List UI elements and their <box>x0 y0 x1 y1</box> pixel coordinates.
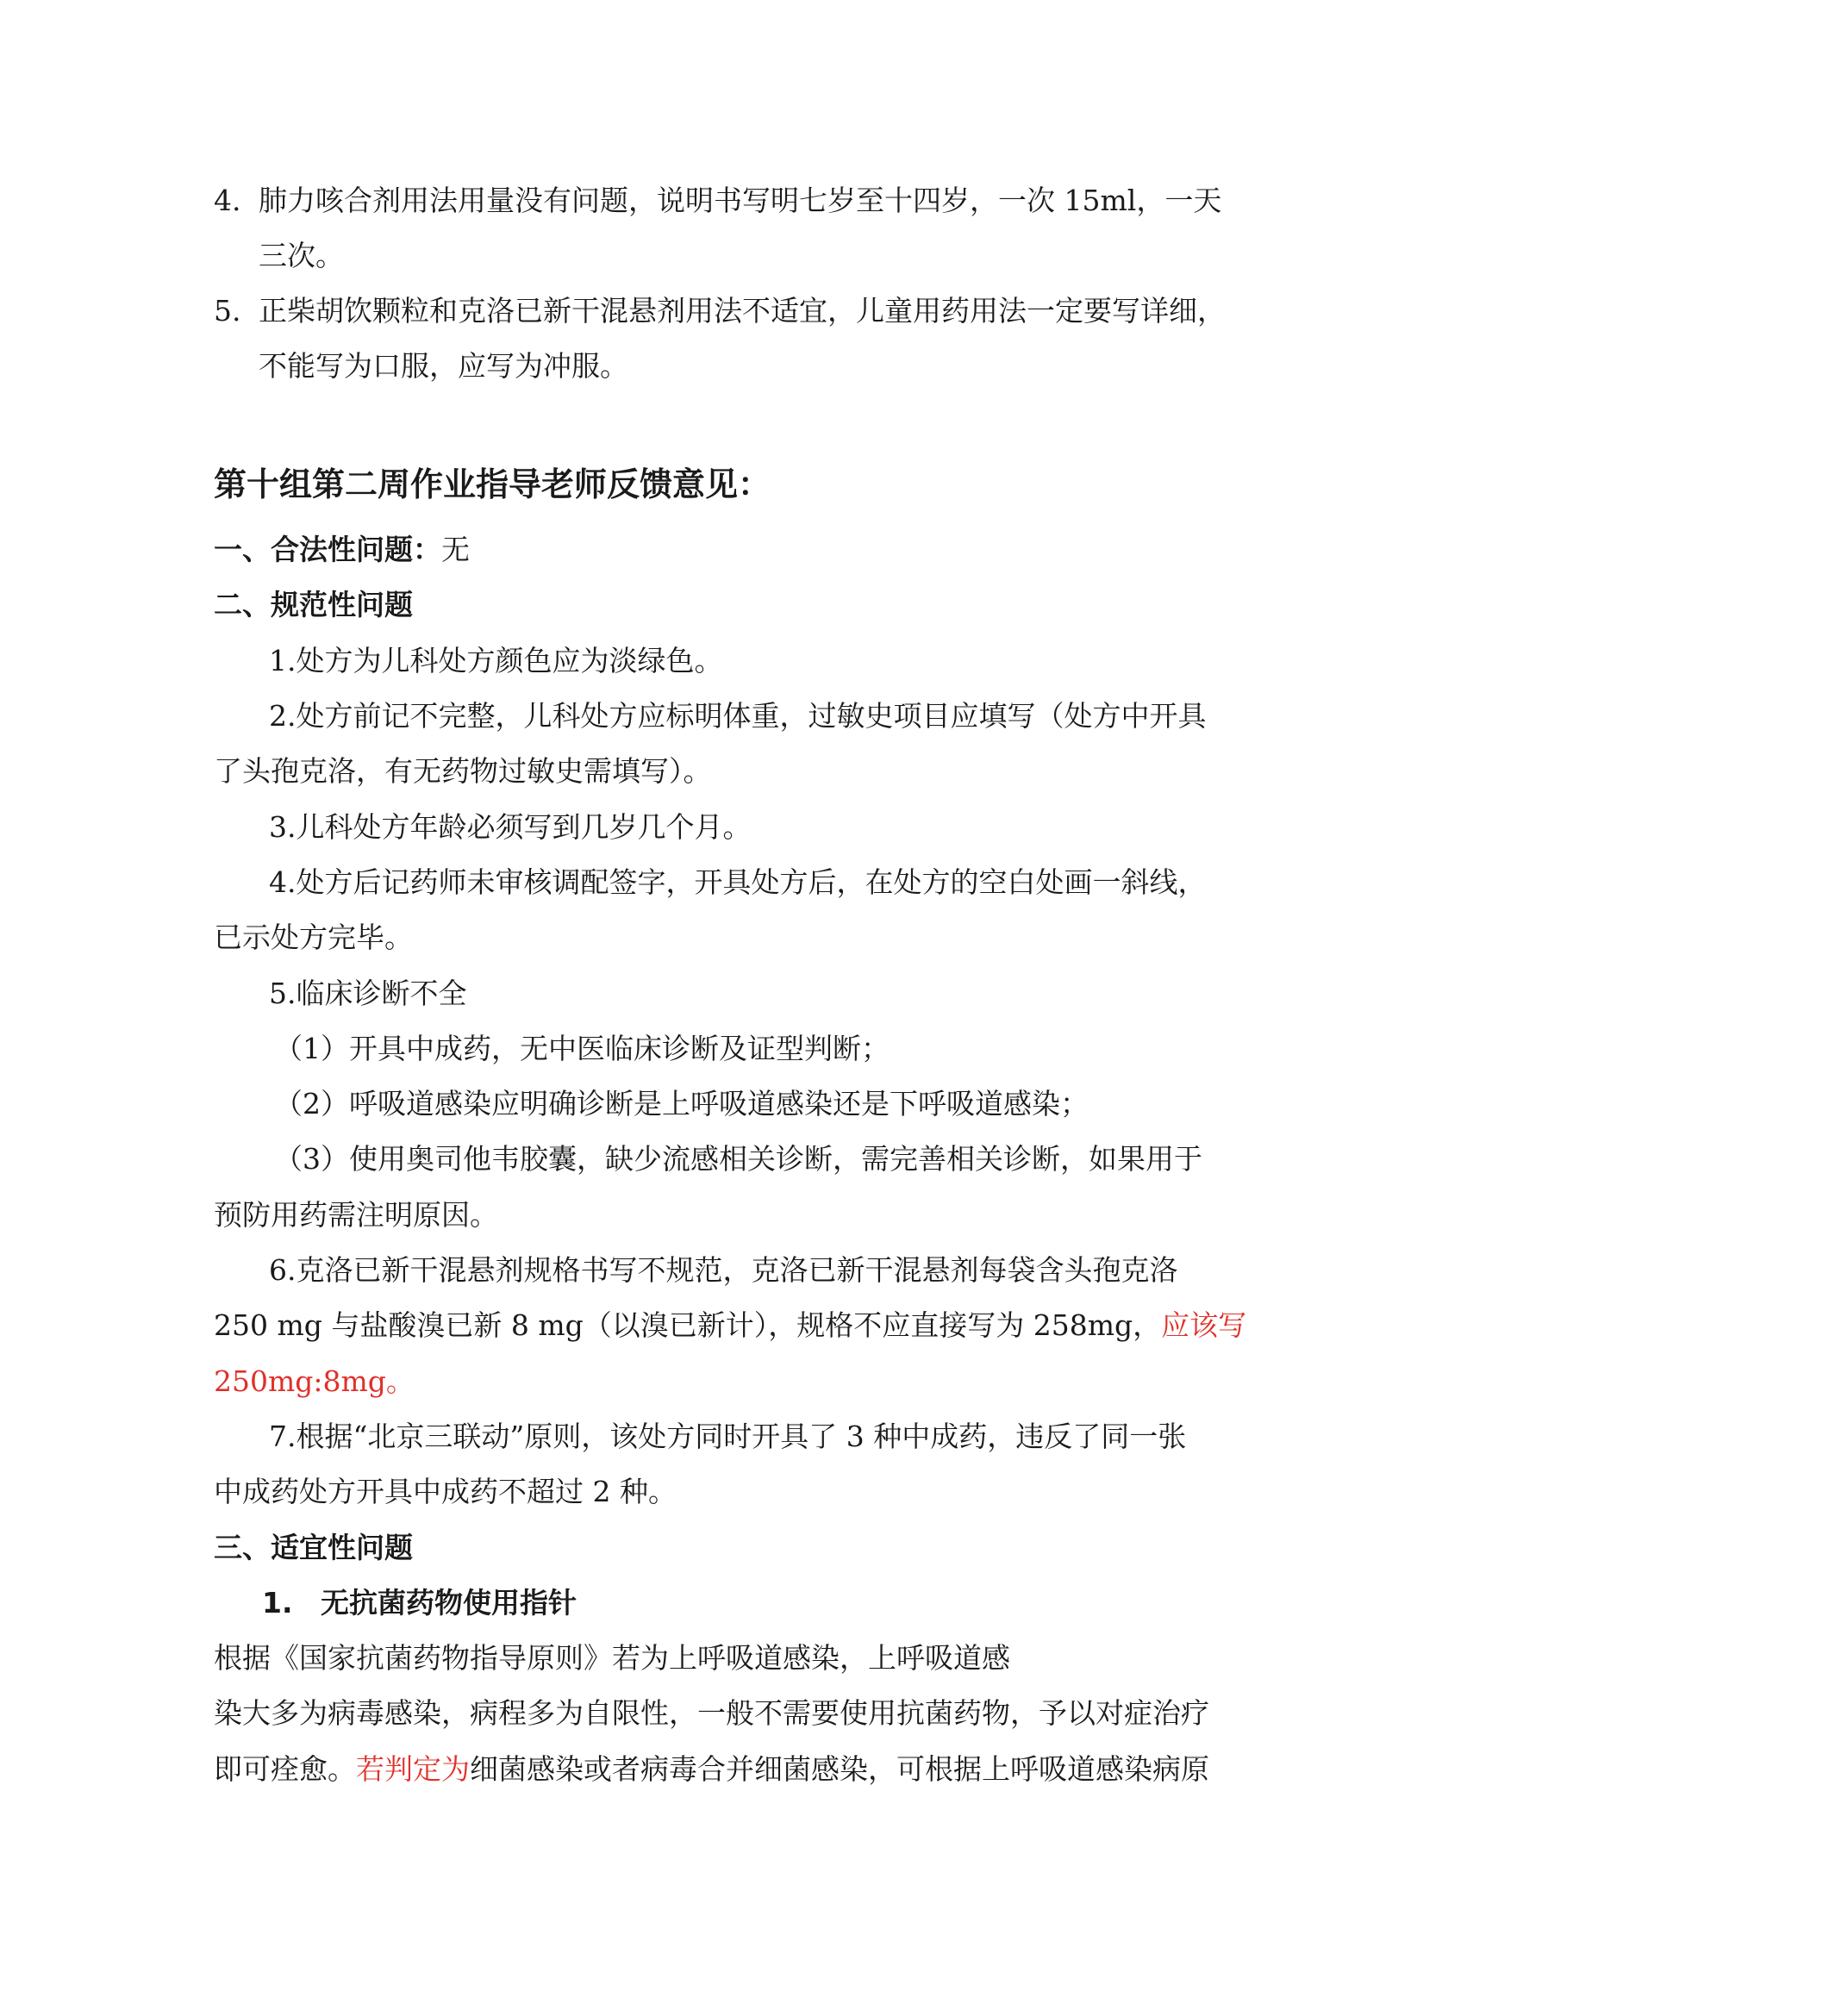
normative-item-3: 3.儿科处方年龄必须写到几岁几个月。 <box>269 810 752 844</box>
highlighted-correction-value: 250mg:8mg。 <box>214 1364 415 1398</box>
normative-item-7: 7.根据“北京三联动”原则，该处方同时开具了 3 种中成药，违反了同一张 <box>269 1420 1187 1453</box>
list-text: 肺力咳合剂用法用量没有问题，说明书写明七岁至十四岁，一次 15ml，一天 <box>259 184 1222 217</box>
line-text: 细菌感染或者病毒合并细菌感染，可根据上呼吸道感染病原 <box>470 1752 1209 1786</box>
highlighted-correction: 应该写 <box>1161 1308 1247 1342</box>
appropriateness-heading: 三、适宜性问题 <box>214 1531 413 1564</box>
legality-value: 无 <box>441 533 470 566</box>
list-number: 5. <box>214 294 241 328</box>
highlighted-text: 若判定为 <box>356 1752 470 1786</box>
spec-text: 250 mg 与盐酸溴已新 8 mg（以溴已新计），规格不应直接写为 258mg， <box>214 1308 1162 1342</box>
normative-item-7-continued: 中成药处方开具中成药不超过 2 种。 <box>214 1475 677 1508</box>
list-item-5 <box>214 290 1226 333</box>
normative-item-5-sub-3: （3）使用奥司他韦胶囊，缺少流感相关诊断，需完善相关诊断，如果用于 <box>274 1142 1202 1176</box>
normative-item-5: 5.临床诊断不全 <box>269 977 467 1010</box>
list-item-5-continued: 不能写为口服，应写为冲服。 <box>259 349 628 383</box>
normative-item-6: 6.克洛已新干混悬剂规格书写不规范，克洛已新干混悬剂每袋含头孢克洛 <box>269 1253 1178 1287</box>
list-item-4 <box>214 179 1222 222</box>
subheading-text: 无抗菌药物使用指针 <box>321 1586 577 1620</box>
appropriateness-subheading <box>262 1582 1253 1625</box>
normative-item-6-continued <box>214 1304 1247 1347</box>
normative-item-4-continued: 已示处方完毕。 <box>214 921 413 954</box>
list-item-4-continued: 三次。 <box>259 239 344 272</box>
appropriateness-line-3 <box>214 1748 1209 1791</box>
normative-item-2: 2.处方前记不完整，儿科处方应标明体重，过敏史项目应填写（处方中开具 <box>269 699 1207 733</box>
section-title: 第十组第二周作业指导老师反馈意见： <box>214 465 771 503</box>
normative-item-4: 4.处方后记药师未审核调配签字，开具处方后，在处方的空白处画一斜线， <box>269 865 1207 899</box>
list-number: 4. <box>214 184 241 217</box>
legality-line <box>214 528 1205 571</box>
line-text: 即可痊愈。 <box>214 1752 356 1786</box>
list-text: 正柴胡饮颗粒和克洛已新干混悬剂用法不适宜，儿童用药用法一定要写详细， <box>259 294 1226 328</box>
normative-heading: 二、规范性问题 <box>214 588 413 621</box>
appropriateness-line-1: 根据《国家抗菌药物指导原则》若为上呼吸道感染，上呼吸道感 <box>214 1641 1010 1675</box>
normative-item-5-sub-2: （2）呼吸道感染应明确诊断是上呼吸道感染还是下呼吸道感染； <box>274 1087 1089 1120</box>
normative-item-5-sub-1: （1）开具中成药，无中医临床诊断及证型判断； <box>274 1032 890 1065</box>
subheading-number: 1. <box>262 1586 293 1620</box>
legality-heading: 一、合法性问题： <box>214 533 441 566</box>
appropriateness-line-2: 染大多为病毒感染，病程多为自限性，一般不需要使用抗菌药物，予以对症治疗 <box>214 1696 1209 1730</box>
normative-item-2-continued: 了头孢克洛，有无药物过敏史需填写）。 <box>214 754 712 788</box>
normative-item-5-sub-3-continued: 预防用药需注明原因。 <box>214 1198 498 1232</box>
normative-item-1: 1.处方为儿科处方颜色应为淡绿色。 <box>269 644 723 677</box>
